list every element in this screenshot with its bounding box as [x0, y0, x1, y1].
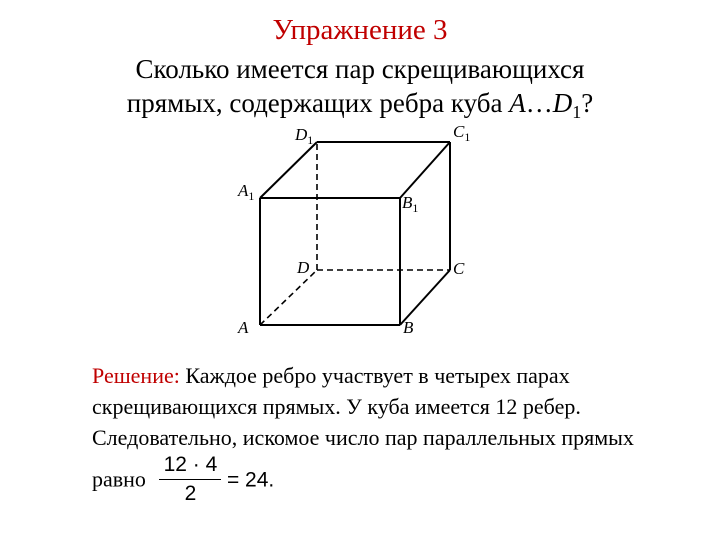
edge-a1-d1 [260, 142, 317, 198]
edge-a-d [260, 270, 317, 325]
solution-block [92, 360, 652, 510]
label-a: A [238, 318, 249, 337]
sub-1: 1 [572, 102, 582, 122]
label-d: D [297, 258, 310, 277]
label-a1: $A_1$ [238, 181, 255, 203]
fraction [159, 451, 221, 508]
label-b: B [403, 318, 414, 337]
var-a: A [509, 88, 526, 118]
exercise-title: Упражнение 3 [272, 14, 448, 46]
question-mark: ? [581, 88, 594, 118]
fraction-denominator: 2 [184, 482, 197, 505]
ellipsis: … [525, 88, 553, 118]
question-line-1: Сколько имеется пар скрещивающихся [135, 54, 585, 84]
solution-result: = 24. [226, 468, 275, 492]
label-c1: $C_1$ [453, 122, 471, 144]
label-b1: $B_1$ [402, 193, 419, 215]
label-d1: $D_1$ [295, 125, 314, 147]
question-line-2-text: прямых, содержащих ребра куба [126, 88, 510, 118]
edge-b-c [400, 270, 450, 325]
solution-text: Каждое ребро участвует в четырех парах скрещивающихся прямых. У куба имеется 12 ребер. Следовательно, искомое число пар параллельных прямых равно [92, 363, 634, 492]
fraction-numerator: 12 · 4 [163, 453, 218, 476]
label-c: C [453, 259, 465, 278]
solution-label: Решение: [92, 363, 180, 388]
edge-b1-c1 [400, 142, 450, 198]
var-d: D [552, 88, 573, 118]
cube-diagram [225, 115, 485, 345]
